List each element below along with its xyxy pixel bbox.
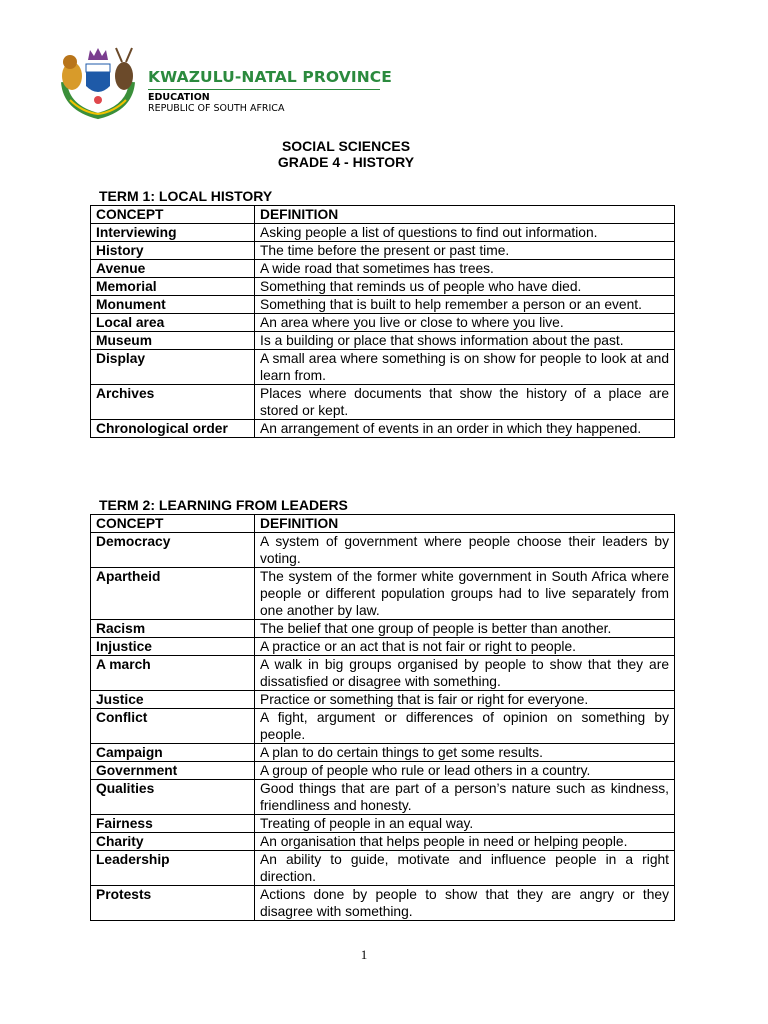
table-row [91, 260, 675, 278]
definition-cell: Good things that are part of a person’s nature such as kindness, friendliness and honesty. [255, 780, 675, 815]
table-row [91, 296, 675, 314]
definition-cell: A system of government where people choose their leaders by voting. [255, 533, 675, 568]
table-row [91, 332, 675, 350]
definition-cell: Places where documents that show the history of a place are stored or kept. [255, 385, 675, 420]
column-header-definition: DEFINITION [255, 206, 675, 224]
definition-cell: Something that reminds us of people who have died. [255, 278, 675, 296]
doc-subject: SOCIAL SCIENCES [281, 138, 411, 154]
table-row [91, 568, 675, 620]
definition-cell: The belief that one group of people is better than another. [255, 620, 675, 638]
definition-cell: A group of people who rule or lead others in a country. [255, 762, 675, 780]
definition-cell: Asking people a list of questions to find out information. [255, 224, 675, 242]
term1-heading: TERM 1: LOCAL HISTORY [99, 188, 273, 204]
coat-of-arms-icon [52, 42, 144, 120]
definition-cell: A practice or an act that is not fair or right to people. [255, 638, 675, 656]
definition-cell: A plan to do certain things to get some results. [255, 744, 675, 762]
concept-cell: Monument [91, 296, 255, 314]
concept-cell: A march [91, 656, 255, 691]
table-row [91, 278, 675, 296]
kzn-logo [52, 42, 392, 120]
concept-cell: History [91, 242, 255, 260]
concept-cell: Democracy [91, 533, 255, 568]
concept-cell: Local area [91, 314, 255, 332]
concept-cell: Racism [91, 620, 255, 638]
concept-cell: Government [91, 762, 255, 780]
concept-cell: Leadership [91, 851, 255, 886]
table-row [91, 691, 675, 709]
definition-cell: Practice or something that is fair or right for everyone. [255, 691, 675, 709]
concept-cell: Qualities [91, 780, 255, 815]
doc-grade: GRADE 4 - HISTORY [277, 154, 415, 170]
table-header-row [91, 515, 675, 533]
table-row [91, 638, 675, 656]
table-row [91, 886, 675, 921]
definition-cell: The system of the former white government in South Africa where people or different population groups had to live separately from one another by law. [255, 568, 675, 620]
column-header-concept: CONCEPT [91, 515, 255, 533]
table-row [91, 851, 675, 886]
table-row [91, 314, 675, 332]
concept-cell: Memorial [91, 278, 255, 296]
concept-cell: Museum [91, 332, 255, 350]
concept-cell: Protests [91, 886, 255, 921]
table-row [91, 533, 675, 568]
definition-cell: A wide road that sometimes has trees. [255, 260, 675, 278]
definition-cell: An ability to guide, motivate and influence people in a right direction. [255, 851, 675, 886]
table-row [91, 420, 675, 438]
table-row [91, 709, 675, 744]
org-name: KWAZULU-NATAL PROVINCE [148, 68, 392, 86]
definition-cell: An organisation that helps people in need or helping people. [255, 833, 675, 851]
org-divider [148, 89, 380, 90]
org-department: EDUCATION [148, 92, 210, 103]
table-row [91, 762, 675, 780]
concept-cell: Fairness [91, 815, 255, 833]
table-row [91, 656, 675, 691]
definition-cell: A fight, argument or differences of opinion on something by people. [255, 709, 675, 744]
term2-heading: TERM 2: LEARNING FROM LEADERS [99, 497, 348, 513]
term1-table [90, 205, 675, 438]
table-row [91, 385, 675, 420]
column-header-concept: CONCEPT [91, 206, 255, 224]
concept-cell: Display [91, 350, 255, 385]
page-number: 1 [360, 947, 368, 962]
table-row [91, 224, 675, 242]
table-row [91, 242, 675, 260]
definition-cell: Actions done by people to show that they are angry or they disagree with something. [255, 886, 675, 921]
definition-cell: A walk in big groups organised by people to show that they are dissatisfied or disagree with something. [255, 656, 675, 691]
concept-cell: Charity [91, 833, 255, 851]
table-row [91, 350, 675, 385]
table-header-row [91, 206, 675, 224]
concept-cell: Conflict [91, 709, 255, 744]
table-row [91, 744, 675, 762]
concept-cell: Justice [91, 691, 255, 709]
concept-cell: Archives [91, 385, 255, 420]
definition-cell: The time before the present or past time. [255, 242, 675, 260]
org-country: REPUBLIC OF SOUTH AFRICA [148, 103, 285, 114]
table-row [91, 620, 675, 638]
column-header-definition: DEFINITION [255, 515, 675, 533]
concept-cell: Apartheid [91, 568, 255, 620]
concept-cell: Injustice [91, 638, 255, 656]
table-row [91, 833, 675, 851]
concept-cell: Chronological order [91, 420, 255, 438]
definition-cell: An arrangement of events in an order in which they happened. [255, 420, 675, 438]
concept-cell: Avenue [91, 260, 255, 278]
concept-cell: Campaign [91, 744, 255, 762]
concept-cell: Interviewing [91, 224, 255, 242]
definition-cell: A small area where something is on show for people to look at and learn from. [255, 350, 675, 385]
definition-cell: Something that is built to help remember a person or an event. [255, 296, 675, 314]
definition-cell: Is a building or place that shows information about the past. [255, 332, 675, 350]
definition-cell: An area where you live or close to where you live. [255, 314, 675, 332]
table-row [91, 780, 675, 815]
definition-cell: Treating of people in an equal way. [255, 815, 675, 833]
table-row [91, 815, 675, 833]
term2-table [90, 514, 675, 921]
